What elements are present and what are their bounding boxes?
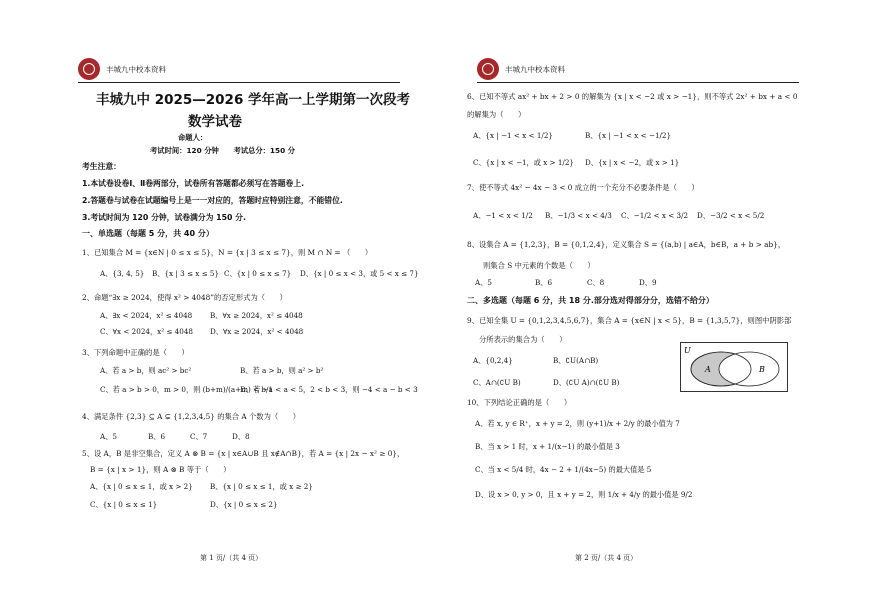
q5-option-a[interactable]: A、{x | 0 ≤ x ≤ 1，或 x > 2} [90, 482, 193, 491]
q3-option-d[interactable]: D、若 −1 < a < 5，2 < b < 3，则 −4 < a − b < 3 [240, 385, 418, 394]
page-header [477, 58, 565, 80]
proposer: 命题人： [178, 133, 208, 142]
q10-option-a[interactable]: A、若 x, y ∈ R⁺，x + y = 2，则 (y+1)/x + 2/y 的最小值为 7 [475, 419, 680, 428]
q9-stem-2: 分所表示的集合为（ ） [479, 335, 567, 344]
venn-label-b: B [759, 365, 765, 374]
page-footer: 第 1 页/（共 4 页） [200, 554, 263, 562]
q5-option-c[interactable]: C、{x | 0 ≤ x ≤ 1} [90, 500, 158, 509]
q2-option-d[interactable]: D、∀x ≥ 2024，x² < 4048 [210, 327, 304, 336]
school-label: 丰城九中校本资料 [106, 64, 166, 74]
exam-info: 考试时间：120 分钟 考试总分：150 分 [150, 146, 295, 155]
q4-option-c[interactable]: C、7 [190, 432, 208, 441]
q5-option-d[interactable]: D、{x | 0 ≤ x ≤ 2} [210, 500, 278, 509]
q6-stem-2: 的解集为（ ） [467, 110, 526, 119]
exam-page-2 [435, 0, 870, 615]
q8-option-d[interactable]: D、9 [639, 278, 657, 287]
q3-option-a[interactable]: A、若 a > b，则 ac² > bc² [100, 366, 192, 375]
notice-title: 考生注意： [82, 162, 121, 171]
q9-venn-diagram [680, 342, 788, 392]
q9-option-d[interactable]: D、(∁U A)∩(∁U B) [553, 378, 620, 387]
q8-option-c[interactable]: C、8 [587, 278, 605, 287]
q1-option-a[interactable]: A、{3, 4, 5} [100, 269, 145, 278]
exam-subtitle: 数学试卷 [188, 114, 242, 130]
q2-stem: 2、命题“∃x ≥ 2024，使得 x² > 4048”的否定形式为（ ） [82, 293, 287, 302]
notice-3: 3.考试时间为 120 分钟，试卷满分为 150 分. [82, 213, 246, 222]
q7-option-b[interactable]: B、−1/3 < x < 4/3 [545, 211, 612, 220]
q1-option-c[interactable]: C、{x | 0 ≤ x ≤ 7} [224, 269, 292, 278]
q7-option-c[interactable]: C、−1/2 < x < 3/2 [621, 211, 689, 220]
q6-option-b[interactable]: B、{x | −1 < x < −1/2} [585, 131, 672, 140]
venn-label-a: A [705, 365, 711, 374]
section-single-choice: 一、单选题（每题 5 分，共 40 分） [82, 229, 214, 238]
q8-option-b[interactable]: B、6 [535, 278, 553, 287]
school-label: 丰城九中校本资料 [505, 64, 565, 74]
q5-option-b[interactable]: B、{x | 0 ≤ x ≤ 1，或 x ≥ 2} [210, 482, 313, 491]
school-logo-icon [78, 58, 100, 80]
q6-option-a[interactable]: A、{x | −1 < x < 1/2} [473, 131, 553, 140]
q8-stem: 8、设集合 A = {1,2,3}，B = {0,1,2,4}，定义集合 S = {(a,b) | a∈A，b∈B，a + b > ab}， [467, 240, 786, 249]
q5-stem-2: B = {x | x > 1}，则 A ⊗ B 等于（ ） [90, 465, 231, 474]
q5-stem: 5、设 A，B 是非空集合，定义 A ⊗ B = {x | x∈A∪B 且 x∉A∩B}，若 A = {x | 2x − x² ≥ 0}， [82, 449, 405, 458]
q2-option-b[interactable]: B、∀x ≥ 2024，x² ≤ 4048 [210, 311, 303, 320]
q9-option-b[interactable]: B、∁U(A∩B) [553, 356, 599, 365]
q4-option-d[interactable]: D、8 [232, 432, 250, 441]
q9-stem: 9、已知全集 U = {0,1,2,3,4,5,6,7}，集合 A = {x∈N | x < 5}，B = {1,3,5,7}，则图中阴影部 [467, 316, 792, 325]
page-header [78, 58, 166, 80]
q6-stem: 6、已知不等式 ax² + bx + 2 > 0 的解集为 {x | x < −2 或 x > −1}，则不等式 2x² + bx + a < 0 [467, 92, 798, 101]
q9-option-c[interactable]: C、A∩(∁U B) [473, 378, 521, 387]
q3-option-c[interactable]: C、若 a > b > 0，m > 0，则 (b+m)/(a+m) < b/a [100, 385, 273, 394]
q3-stem: 3、下列命题中正确的是（ ） [82, 348, 189, 357]
q6-option-d[interactable]: D、{x | x < −2，或 x > 1} [585, 158, 680, 167]
q10-option-c[interactable]: C、当 x < 5/4 时，4x − 2 + 1/(4x−5) 的最大值是 5 [475, 465, 652, 474]
q10-option-b[interactable]: B、当 x > 1 时，x + 1/(x−1) 的最小值是 3 [475, 442, 620, 451]
header-rule [78, 82, 400, 83]
q2-option-a[interactable]: A、∃x < 2024，x² ≤ 4048 [100, 311, 193, 320]
page-footer: 第 2 页/（共 4 页） [575, 554, 638, 562]
q7-option-a[interactable]: A、−1 < x < 1/2 [473, 211, 533, 220]
q6-option-c[interactable]: C、{x | x < −1，或 x > 1/2} [473, 158, 574, 167]
q1-stem: 1、已知集合 M = {x∈N | 0 ≤ x ≤ 5}，N = {x | 3 ≤ x ≤ 7}，则 M ∩ N = （ ） [82, 248, 373, 257]
q8-stem-2: 则集合 S 中元素的个数是（ ） [483, 261, 595, 270]
venn-label-u: U [684, 346, 691, 355]
notice-1: 1.本试卷设卷Ⅰ、Ⅱ卷两部分，试卷所有答题都必须写在答题卷上. [82, 179, 305, 188]
q8-option-a[interactable]: A、5 [475, 278, 492, 287]
venn-svg [681, 343, 787, 391]
q7-option-d[interactable]: D、−3/2 < x < 5/2 [697, 211, 765, 220]
q4-option-a[interactable]: A、5 [100, 432, 117, 441]
section-multi-choice: 二、多选题（每题 6 分，共 18 分.部分选对得部分分，选错不给分） [467, 296, 714, 305]
q1-option-d[interactable]: D、{x | 0 ≤ x < 3，或 5 < x ≤ 7} [300, 269, 419, 278]
school-logo-icon [477, 58, 499, 80]
q2-option-c[interactable]: C、∀x < 2024，x² ≤ 4048 [100, 327, 193, 336]
q4-stem: 4、满足条件 {2,3} ⊆ A ⊊ {1,2,3,4,5} 的集合 A 个数为（ ） [82, 412, 301, 421]
q1-option-b[interactable]: B、{x | 3 ≤ x ≤ 5} [152, 269, 220, 278]
q4-option-b[interactable]: B、6 [148, 432, 166, 441]
notice-2: 2.答题卷与试卷在试题编号上是一一对应的，答题时应特别注意，不能错位. [82, 196, 343, 205]
q10-stem: 10、下列结论正确的是（ ） [467, 398, 572, 407]
q7-stem: 7、使不等式 4x² − 4x − 3 < 0 成立的一个充分不必要条件是（ ） [467, 183, 699, 192]
q10-option-d[interactable]: D、设 x > 0, y > 0，且 x + y = 2，则 1/x + 4/y 的最小值是 9/2 [475, 490, 693, 499]
q9-option-a[interactable]: A、{0,2,4} [473, 356, 513, 365]
q3-option-b[interactable]: B、若 a > b，则 a² > b² [240, 366, 324, 375]
exam-title: 丰城九中 2025—2026 学年高一上学期第一次段考 [96, 92, 411, 108]
header-rule [477, 82, 799, 83]
